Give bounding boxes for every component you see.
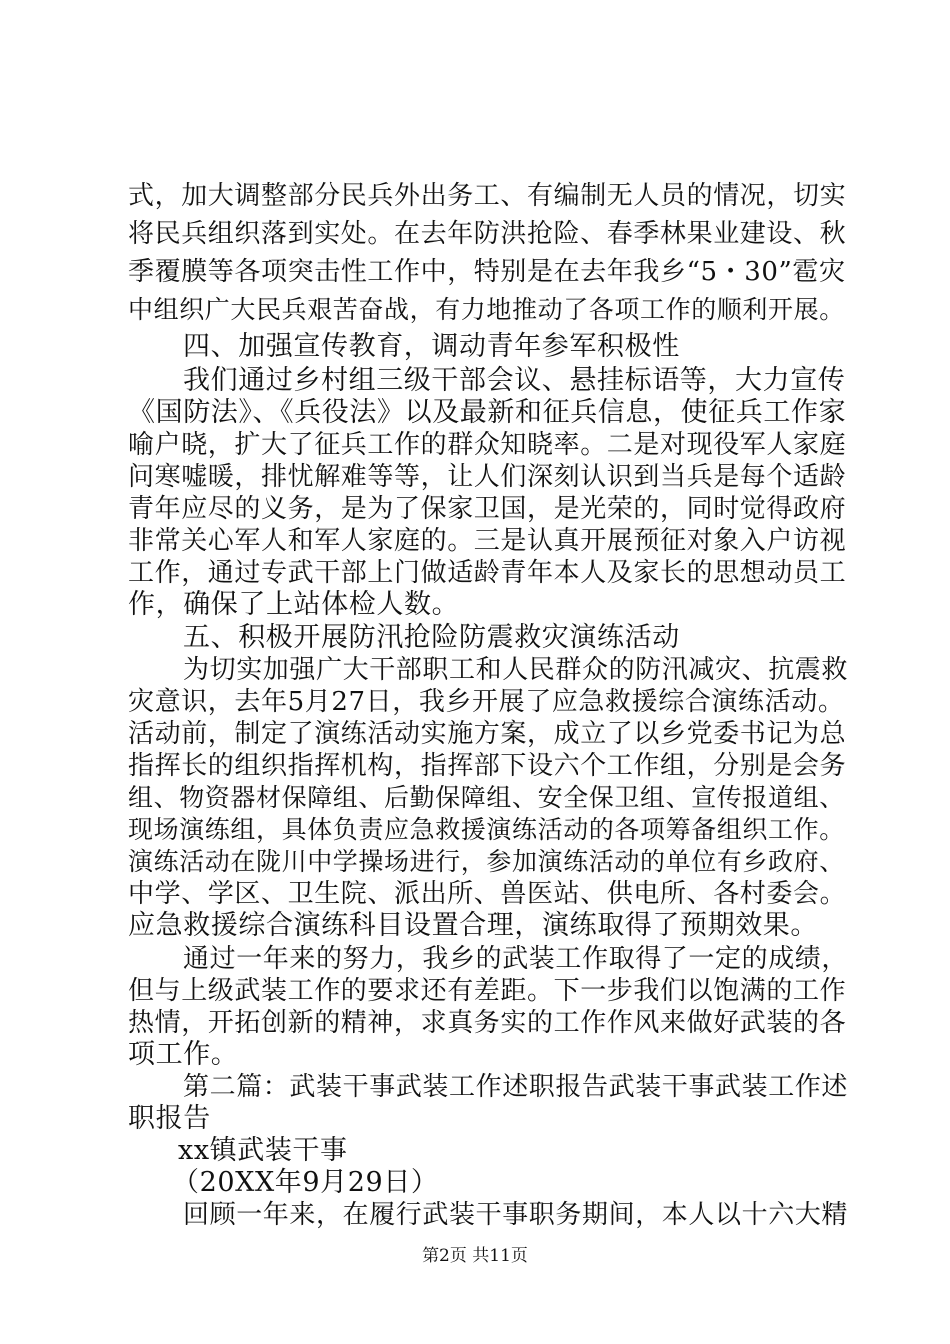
text-line: 项工作。 [128,1039,239,1070]
text-line: 青年应尽的义务，是为了保家卫国，是光荣的，同时觉得政府 [128,494,847,524]
text-line: 应急救援综合演练科目设置合理，演练取得了预期效果。 [128,910,818,941]
text-line: 灾意识，去年5月27日，我乡开展了应急救援综合演练活动。 [128,687,845,717]
text-line: 演练活动在陇川中学操场进行，参加演练活动的单位有乡政府、 [128,847,845,876]
text-line: 我们通过乡村组三级干部会议、悬挂标语等，大力宣传 [183,365,846,396]
text-line: 式，加大调整部分民兵外出务工、有编制无人员的情况，切实 [128,181,847,211]
text-line: 现场演练组，具体负责应急救援演练活动的各项筹备组织工作。 [128,815,845,844]
chapter-title: 职报告 [128,1103,211,1134]
chapter-title: 第二篇：武装干事武装工作述职报告武装干事武装工作述 [183,1072,849,1102]
text-line: 中学、学区、卫生院、派出所、兽医站、供电所、各村委会。 [128,879,847,909]
text-line: 活动前，制定了演练活动实施方案，成立了以乡党委书记为总 [128,719,847,749]
text-line: 工作，通过专武干部上门做适龄青年本人及家长的思想动员工 [128,558,847,588]
text-line: 回顾一年来，在履行武装干事职务期间，本人以十六大精 [183,1200,849,1230]
text-line: 《国防法》、《兵役法》以及最新和征兵信息，使征兵工作家 [128,397,847,428]
text-line: 热情，开拓创新的精神，求真务实的工作作风来做好武装的各 [128,1008,847,1038]
date-line: （20XX年9月29日） [172,1167,439,1198]
section-heading: 四、加强宣传教育，调动青年参军积极性 [183,331,680,362]
text-line: 中组织广大民兵艰苦奋战，有力地推动了各项工作的顺利开展。 [128,295,845,324]
section-heading: 五、积极开展防汛抢险防震救灾演练活动 [183,622,680,653]
text-line: 问寒嘘暖，排忧解难等等，让人们深刻认识到当兵是每个适龄 [128,462,847,492]
text-line: 将民兵组织落到实处。在去年防洪抢险、春季林果业建设、秋 [128,219,847,249]
text-line: 为切实加强广大干部职工和人民群众的防汛减灾、抗震救 [183,655,849,685]
text-line: 但与上级武装工作的要求还有差距。下一步我们以饱满的工作 [128,976,847,1006]
text-line: 通过一年来的努力，我乡的武装工作取得了一定的成绩， [183,944,849,974]
text-line: 喻户晓，扩大了征兵工作的群众知晓率。二是对现役军人家庭 [128,430,847,460]
author-line: xx镇武装干事 [178,1135,348,1166]
text-line: 作，确保了上站体检人数。 [128,589,460,620]
text-line: 指挥长的组织指挥机构，指挥部下设六个工作组，分别是会务 [128,751,847,781]
page-number: 第2页 共11页 [422,1246,528,1266]
text-line: 季覆膜等各项突击性工作中，特别是在去年我乡“5・30”雹灾 [128,257,846,287]
text-line: 组、物资器材保障组、后勤保障组、安全保卫组、宣传报道组、 [128,783,845,812]
text-line: 非常关心军人和军人家庭的。三是认真开展预征对象入户访视 [128,526,847,556]
